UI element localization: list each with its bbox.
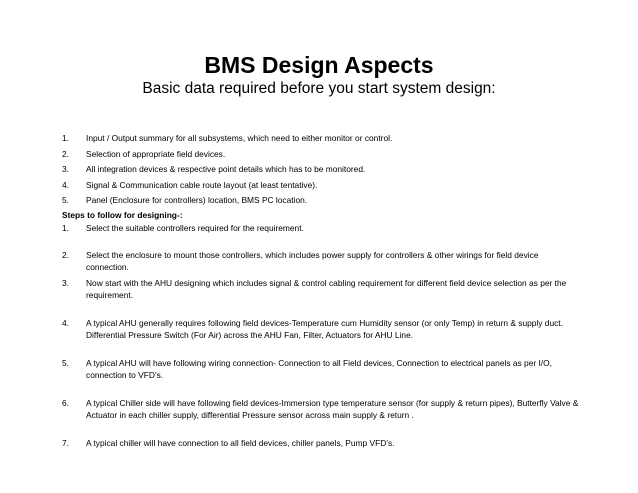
item-text: Select the suitable controllers required for the requirement. [86, 223, 304, 233]
item-text: Now start with the AHU designing which includes signal & control cabling requirement for different field device selection as per the requirement. [86, 278, 567, 300]
list-item [62, 357, 582, 381]
page-title: BMS Design Aspects [204, 52, 434, 78]
item-number: 1. [62, 133, 69, 143]
item-text: Selection of appropriate field devices. [86, 148, 226, 159]
item-text: Signal & Communication cable route layout (at least tentative). [86, 179, 318, 190]
list-item [62, 317, 582, 341]
item-text: All integration devices & respective point details which has to be monitored. [86, 164, 366, 174]
list-item [62, 397, 582, 421]
list-item [62, 163, 582, 175]
requirements-list [62, 132, 582, 206]
steps-heading: Steps to follow for designing-: [62, 210, 183, 220]
item-text: Panel (Enclosure for controllers) location, BMS PC location. [86, 195, 308, 205]
list-item [62, 222, 582, 234]
item-number: 5. [62, 195, 69, 205]
item-number: 7. [62, 438, 69, 448]
item-number: 3. [62, 278, 69, 288]
list-item [62, 437, 582, 449]
item-text: A typical AHU generally requires following field devices-Temperature cum Humidity sensor (or only Temp) in return & supply duct. Differential Pressure Switch (For Air) across the AHU Fan, Filter, Actuators for AHU Line. [86, 318, 563, 340]
item-text: A typical Chiller side will have following field devices-Immersion type temperature sensor (for supply & return pipes), Butterfly Valve & Actuator in each chiller supply, differential Pressure sensor across main supply & return . [86, 398, 579, 420]
item-number: 6. [62, 398, 69, 408]
item-number: 4. [62, 318, 69, 328]
item-text: Select the enclosure to mount those controllers, which includes power supply for controllers & other wirings for field device connection. [86, 250, 539, 272]
item-number: 2. [62, 250, 69, 260]
list-item [62, 194, 582, 206]
steps-list [62, 222, 582, 449]
item-text: A typical chiller will have connection to all field devices, chiller panels, Pump VFD’s. [86, 438, 395, 448]
list-item [62, 277, 582, 301]
item-text: A typical AHU will have following wiring connection- Connection to all Field devices, Connection to electrical panels as per I/O, connection to VFD’s. [86, 358, 552, 380]
list-item [62, 148, 582, 160]
item-number: 5. [62, 358, 69, 368]
item-number: 3. [62, 164, 69, 174]
page-subtitle: Basic data required before you start system design: [142, 80, 496, 97]
list-item [62, 132, 582, 144]
list-item [62, 179, 582, 191]
list-item [62, 249, 582, 273]
item-number: 4. [62, 179, 69, 190]
item-number: 2. [62, 148, 69, 159]
item-number: 1. [62, 223, 69, 233]
item-text: Input / Output summary for all subsystems, which need to either monitor or control. [86, 133, 393, 143]
